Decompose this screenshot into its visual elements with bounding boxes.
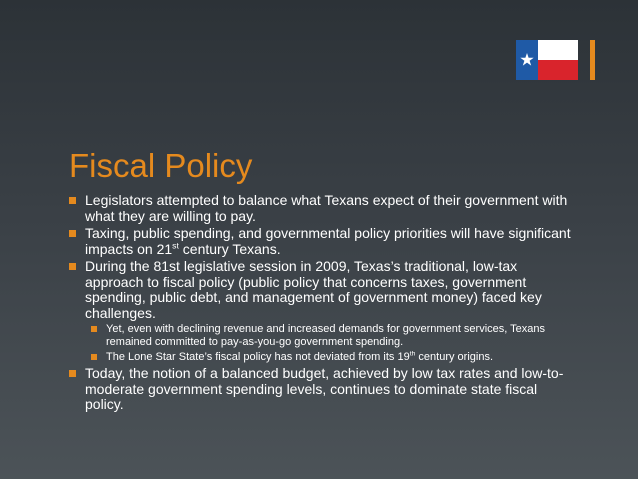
bullet-text: Taxing, public spending, and governmental policy priorities will have significant impacts on 21st century Texans. — [85, 225, 571, 257]
bullet-square-icon — [69, 230, 76, 237]
slide-title: Fiscal Policy — [69, 147, 253, 184]
bullet-item — [63, 226, 573, 257]
sub-bullet-text: Yet, even with declining revenue and increased demands for government services, Texans remained committed to pay-as-you-go government spending. — [106, 323, 546, 348]
sub-bullet-square-icon — [91, 326, 97, 332]
sub-bullet-item — [63, 323, 573, 349]
sub-bullet-item — [63, 351, 573, 364]
bullet-text: During the 81st legislative session in 2009, Texas’s traditional, low-tax approach to fiscal policy (public policy that concerns taxes, government spending, public debt, and management of government money) faced key challenges. — [85, 258, 542, 321]
slide-content — [63, 193, 573, 415]
bullet-text: Legislators attempted to balance what Texans expect of their government with what they are willing to pay. — [85, 192, 568, 224]
texas-flag-icon — [516, 40, 578, 80]
sub-bullet-text: The Lone Star State’s fiscal policy has not deviated from its 19th century origins. — [106, 350, 494, 363]
bullet-text: Today, the notion of a balanced budget, achieved by low tax rates and low-to-moderate government spending levels, continues to dominate state fiscal policy. — [85, 365, 564, 412]
accent-bar — [590, 40, 595, 80]
bullet-item — [63, 193, 573, 224]
sub-bullet-square-icon — [91, 354, 97, 360]
bullet-square-icon — [69, 197, 76, 204]
bullet-item — [63, 366, 573, 413]
bullet-item — [63, 259, 573, 321]
bullet-square-icon — [69, 263, 76, 270]
flag-red-stripe — [538, 60, 578, 80]
bullet-square-icon — [69, 370, 76, 377]
